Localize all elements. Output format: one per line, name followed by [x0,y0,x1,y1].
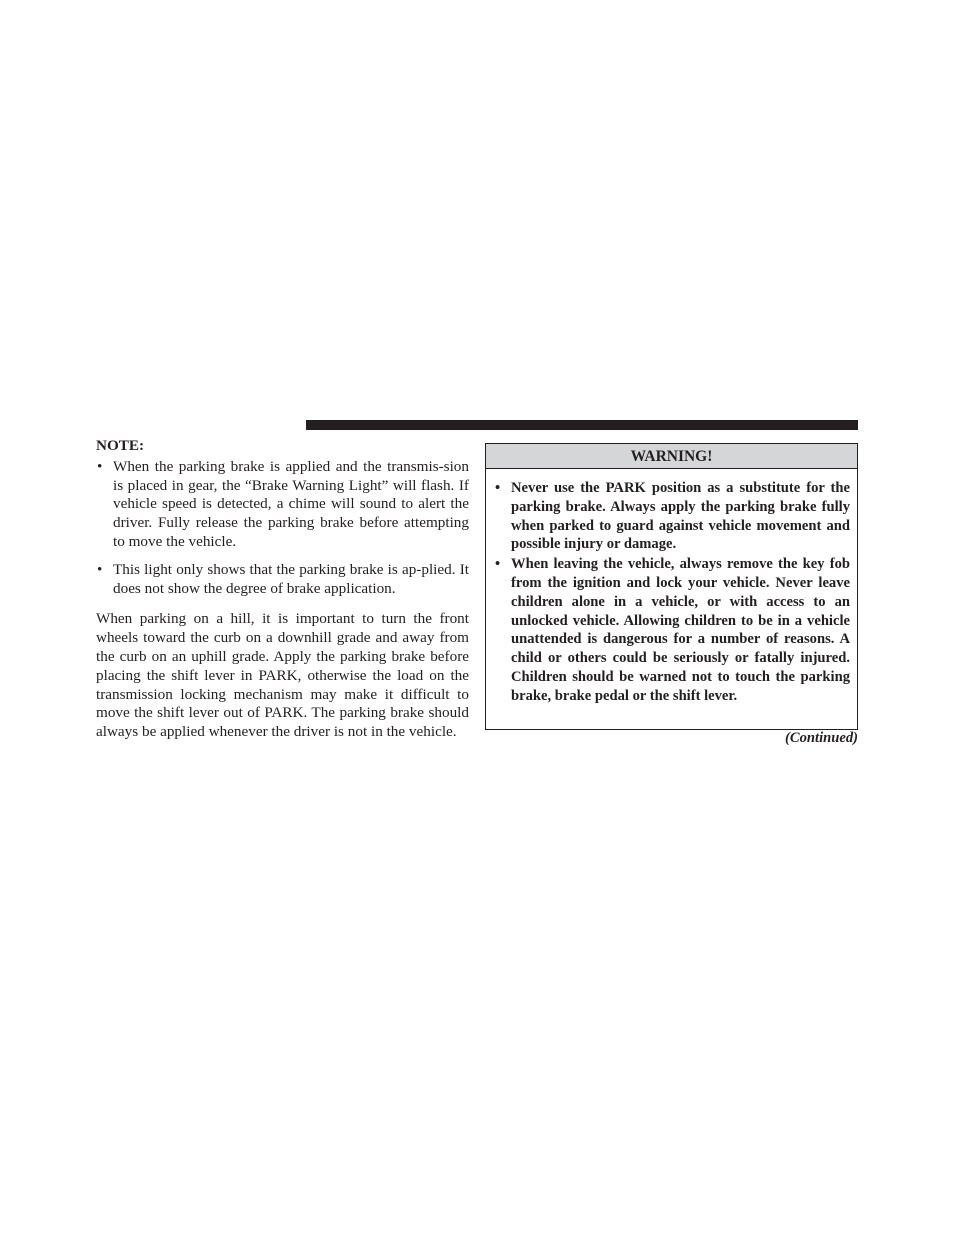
warning-item-text: When leaving the vehicle, always remove the key fob from the ignition and lock your vehicle. Never leave children alone in a vehicle, or with access to an unlocked vehicle. Allowing children to be in a vehicle unattended is dangerous for a number of reasons. A child or others could be seriously or fatally injured. Children should be warned not to touch the parking brake, brake pedal or the shift lever. [511,556,850,704]
bullet-icon: • [495,556,501,573]
bullet-icon: • [495,480,501,496]
warning-item [494,479,850,554]
note-item [96,458,469,552]
warning-item-text: Never use the PARK position as a substitute for the parking brake. Always apply the parking brake fully when parked to guard against vehicle movement and possible injury or damage. [511,480,850,553]
warning-title: WARNING! [486,444,857,469]
warning-item [494,555,850,705]
note-label: NOTE: [96,437,145,454]
body-paragraph: When parking on a hill, it is important to turn the front wheels toward the curb on a downhill grade and away from the curb on an uphill grade. Apply the parking brake before placing the shift lever in PARK, otherwise the load on the transmission locking mechanism may make it difficult to move the shift lever out of PARK. The parking brake should always be applied whenever the driver is not in the vehicle. [96,610,469,741]
note-item-text: When the parking brake is applied and the transmis-sion is placed in gear, the “Brake Warning Light” will flash. If vehicle speed is detected, a chime will sound to alert the driver. Fully release the parking brake before attempting to move the vehicle. [113,457,469,550]
warning-list [486,469,857,706]
note-item [96,561,469,599]
bullet-icon: • [97,457,103,475]
left-column [96,437,469,742]
warning-box [485,443,858,730]
note-item-text: This light only shows that the parking brake is ap-plied. It does not show the degree of brake application. [113,560,469,597]
note-list [96,458,469,599]
continued-label: (Continued) [785,730,858,746]
section-header-rule [306,420,858,430]
bullet-icon: • [97,560,103,578]
